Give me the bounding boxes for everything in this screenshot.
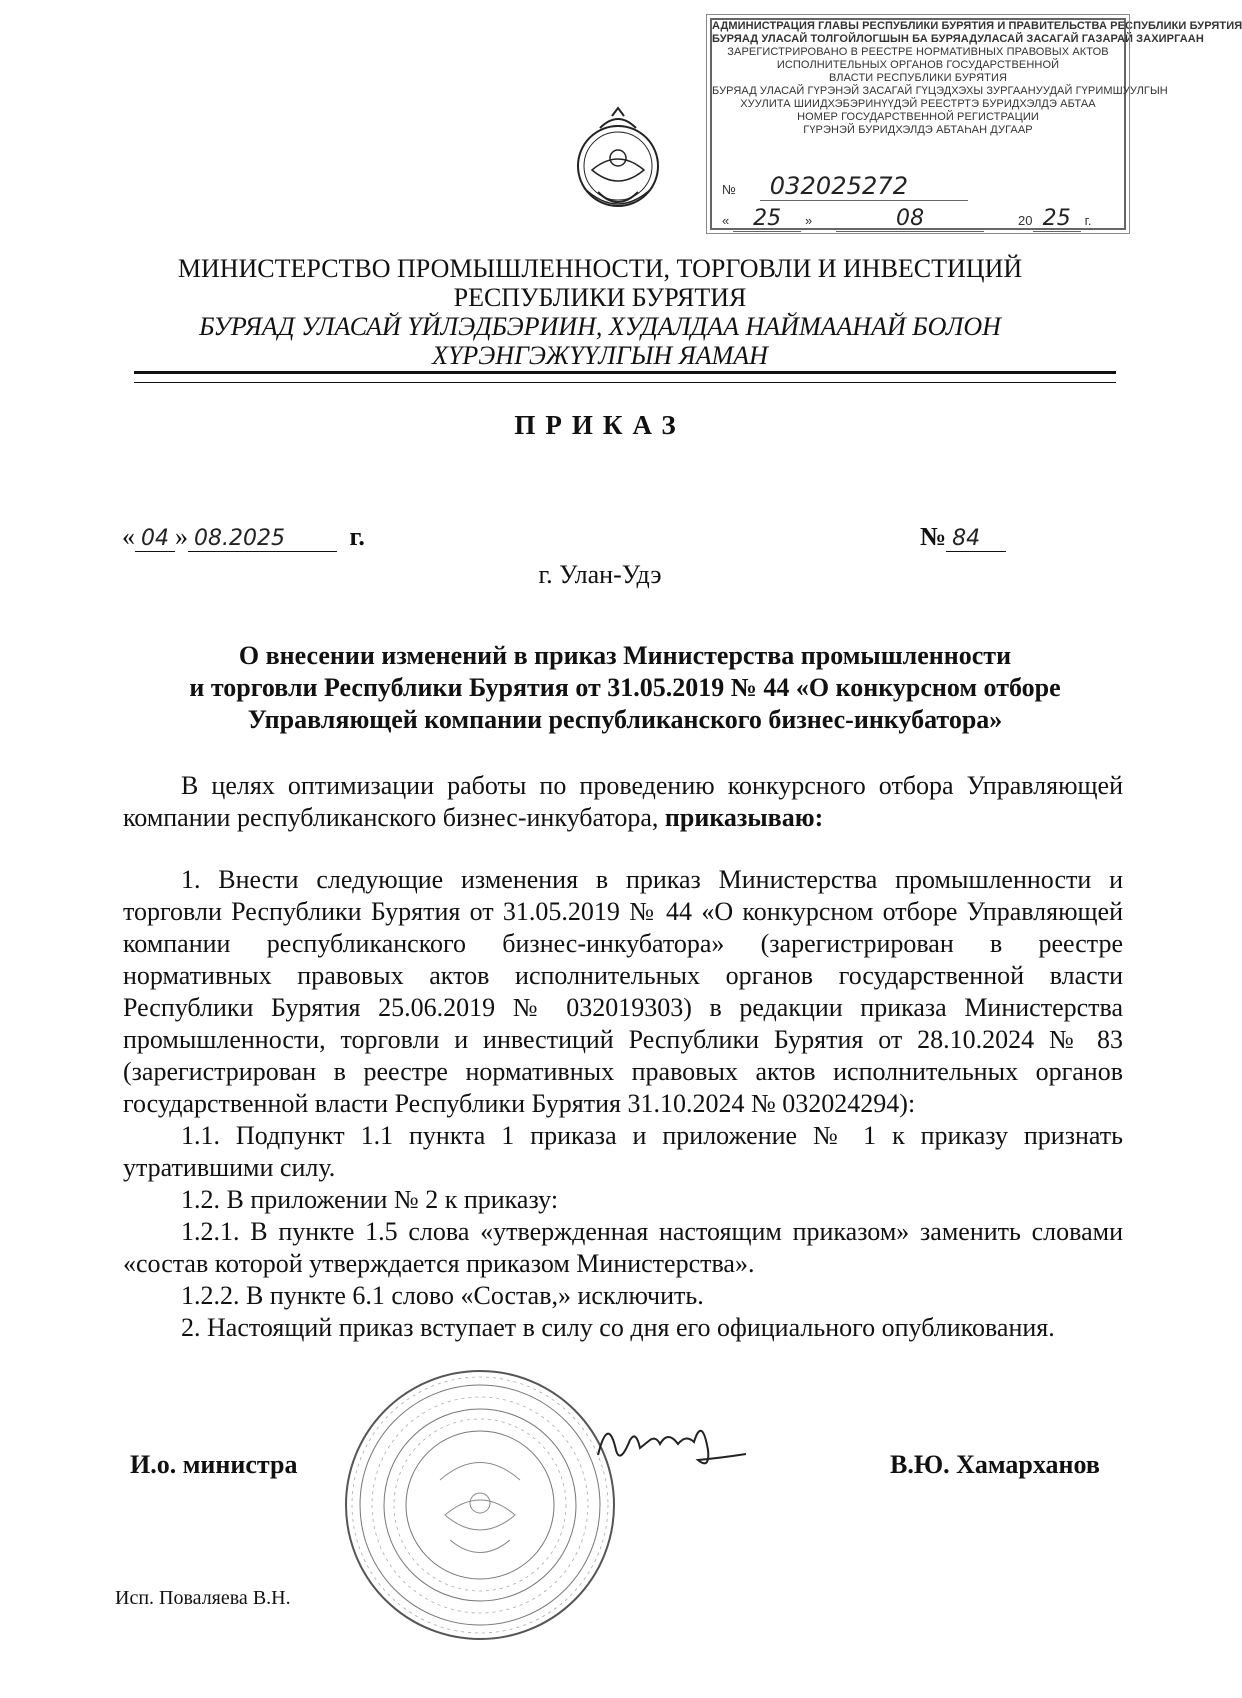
order-subject (130, 640, 1120, 736)
order-body (123, 864, 1123, 1344)
ministry-name-bua-line1: БУРЯАД УЛАСАЙ ҮЙЛЭДБЭРИИН, ХУДАЛДАА НАЙМААНАЙ БОЛОН (199, 312, 1001, 341)
ministry-header (0, 254, 1200, 370)
stamp-line: НОМЕР ГОСУДАРСТВЕННОЙ РЕГИСТРАЦИИ (797, 111, 1039, 123)
date-close-quote: » (175, 522, 188, 551)
header-divider (134, 371, 1116, 383)
stamp-month: 08 (836, 206, 984, 232)
paragraph-1-2-2: 1.2.2. В пункте 6.1 слово «Состав,» исключить. (181, 1281, 704, 1310)
registration-stamp (710, 18, 1242, 231)
stamp-close-quote: » (804, 213, 813, 228)
paragraph-1: 1. Внести следующие изменения в приказ Министерства промышленности и торговли Республики Бурятия от 31.05.2019 № 44 «О конкурсном отборе Управляющей компании республиканского бизнес-инкубатора» (зарегистрирован в реестре нормативных правовых актов исполнительных органов государственной власти Республики Бурятия 25.06.2019 № 032019303) в редакции приказа Министерства промышленности, торговли и инвестиций Республики Бурятия от 28.10.2024 № 83 (зарегистрирован в реестре нормативных правовых актов исполнительных органов государственной власти Республики Бурятия 31.10.2024 № 032024294): (123, 865, 1123, 1118)
official-seal-icon (340, 1365, 620, 1645)
date-day: 04 (135, 526, 175, 552)
emblem-icon (570, 108, 666, 220)
paragraph-1-1: 1.1. Подпункт 1.1 пункта 1 приказа и приложение № 1 к приказу признать утратившими силу. (123, 1121, 1123, 1182)
order-number (920, 522, 1006, 552)
stamp-year-suffix: 25 (1033, 206, 1081, 232)
stamp-number-prefix: № (722, 182, 737, 197)
executor: Исп. Поваляева В.Н. (115, 1587, 291, 1609)
stamp-date-block (722, 206, 1114, 240)
stamp-open-quote: « (722, 213, 730, 228)
paragraph-1-2: 1.2. В приложении № 2 к приказу: (181, 1185, 559, 1214)
signatory-name: В.Ю. Хамарханов (890, 1450, 1100, 1479)
paragraph-2: 2. Настоящий приказ вступает в силу со дня его официального опубликования. (181, 1313, 1055, 1342)
stamp-line: БУРЯАД УЛАСАЙ ГҮРЭНЭЙ ЗАСАГАЙ ГҮЦЭДХЭХЫ ЗУРГААНУУДАЙ ГҮРИМШУУЛГЫН (712, 85, 1168, 97)
document-title: ПРИКАЗ (514, 410, 686, 440)
order-date (122, 522, 365, 552)
ministry-name-ru-line2: РЕСПУБЛИКИ БУРЯТИЯ (453, 283, 747, 312)
date-suffix: г. (349, 522, 365, 551)
signatory-position: И.о. министра (130, 1450, 298, 1479)
handwritten-signature-icon (590, 1410, 750, 1480)
stamp-line: ГҮРЭНЭЙ БУРИДХЭЛДЭ АБТАҺАН ДУГААР (803, 124, 1033, 136)
stamp-registration-number: 032025272 (760, 172, 968, 201)
stamp-number-block (722, 172, 1114, 208)
stamp-day: 25 (733, 206, 801, 232)
stamp-line: ВЛАСТИ РЕСПУБЛИКИ БУРЯТИЯ (828, 72, 1008, 84)
date-open-quote: « (122, 522, 135, 551)
stamp-year-prefix: 20 (1017, 213, 1033, 228)
stamp-line: ИСПОЛНИТЕЛЬНЫХ ОРГАНОВ ГОСУДАРСТВЕННОЙ (776, 59, 1060, 71)
stamp-year-unit: г. (1084, 213, 1092, 228)
preamble-text: В целях оптимизации работы по проведению конкурсного отбора Управляющей компании республиканского бизнес-инкубатора, (123, 771, 1123, 832)
subject-line: и торговли Республики Бурятия от 31.05.2019 № 44 «О конкурсном отборе (189, 673, 1061, 702)
preamble (123, 770, 1123, 834)
stamp-line: БУРЯАД УЛАСАЙ ТОЛГОЙЛОГШЫН БА БУРЯАДУЛАСАЙ ЗАСАГАЙ ГАЗАРАЙ ЗАХИРГААН (712, 33, 1204, 45)
ministry-name-ru-line1: МИНИСТЕРСТВО ПРОМЫШЛЕННОСТИ, ТОРГОВЛИ И ИНВЕСТИЦИЙ (177, 254, 1023, 283)
stamp-line: ХУУЛИТА ШИИДХЭБЭРИНҮҮДЭЙ РЕЕСТРТЭ БУРИДХЭЛДЭ АБТАА (740, 98, 1096, 110)
preamble-bold: приказываю: (664, 803, 824, 832)
number-label: № (920, 522, 947, 551)
subject-line: О внесении изменений в приказ Министерства промышленности (238, 641, 1012, 670)
ministry-name-bua-line2: ХҮРЭНГЭЖҮҮЛГЫН ЯАМАН (432, 341, 768, 370)
city: г. Улан-Удэ (538, 560, 662, 589)
stamp-line: ЗАРЕГИСТРИРОВАНО В РЕЕСТРЕ НОРМАТИВНЫХ ПРАВОВЫХ АКТОВ (727, 46, 1109, 58)
paragraph-1-2-1: 1.2.1. В пункте 1.5 слова «утвержденная настоящим приказом» заменить словами «состав которой утверждается приказом Министерства». (123, 1217, 1123, 1278)
subject-line: Управляющей компании республиканского бизнес-инкубатора» (247, 705, 1003, 734)
date-month-year: 08.2025 (188, 526, 337, 552)
stamp-line: АДМИНИСТРАЦИЯ ГЛАВЫ РЕСПУБЛИКИ БУРЯТИЯ И ПРАВИТЕЛЬСТВА РЕСПУБЛИКИ БУРЯТИЯ (712, 20, 1242, 32)
number-value: 84 (946, 526, 1006, 552)
